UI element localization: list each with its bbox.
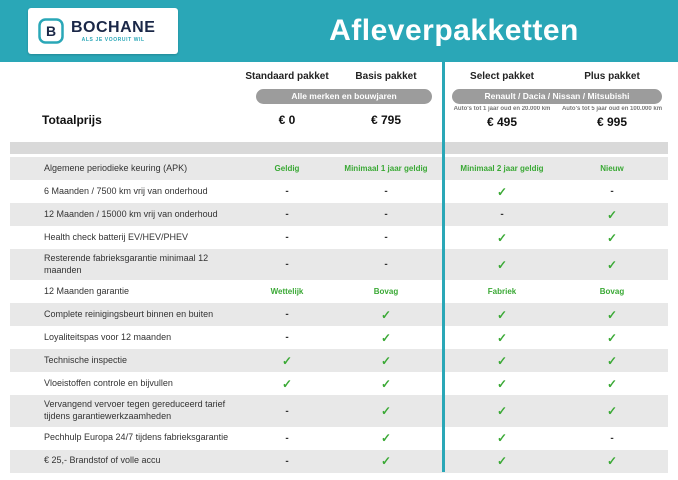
- dash-icon: -: [384, 232, 388, 243]
- column-header-basis: Basis pakket: [355, 71, 417, 82]
- check-icon: ✓: [380, 330, 392, 345]
- check-icon: ✓: [606, 353, 618, 368]
- check-icon: ✓: [606, 454, 618, 469]
- check-icon: ✓: [606, 404, 618, 419]
- check-icon: ✓: [380, 431, 392, 446]
- dash-icon: -: [285, 405, 289, 417]
- check-icon: ✓: [380, 307, 392, 322]
- table-row: [10, 249, 668, 280]
- dash-icon: -: [610, 432, 614, 444]
- feature-value: Wettelijk: [270, 287, 304, 297]
- table-row: [10, 303, 668, 326]
- check-icon: ✓: [496, 184, 508, 199]
- dash-icon: -: [610, 186, 614, 197]
- check-icon: ✓: [496, 307, 508, 322]
- feature-label: Vervangend vervoer tegen gereduceerd tarief tijdens garantiewerkzaamheden: [44, 399, 226, 422]
- svg-text:B: B: [45, 23, 57, 39]
- check-icon: ✓: [496, 376, 508, 391]
- column-header-standaard: Standaard pakket: [245, 71, 329, 82]
- check-icon: ✓: [281, 376, 293, 391]
- table-row: [10, 203, 668, 226]
- total-price-label: Totaalprijs: [42, 113, 102, 127]
- check-icon: ✓: [496, 431, 508, 446]
- column-divider: [442, 62, 445, 472]
- table-row: [10, 326, 668, 349]
- feature-label: 12 Maanden / 15000 km vrij van onderhoud: [44, 208, 218, 219]
- feature-label: 6 Maanden / 7500 km vrij van onderhoud: [44, 185, 208, 196]
- logo: [28, 8, 178, 54]
- package-header: [0, 62, 678, 140]
- table-row: [10, 349, 668, 372]
- check-icon: ✓: [281, 353, 293, 368]
- feature-label: Pechhulp Europa 24/7 tijdens fabrieksgarantie: [44, 432, 229, 443]
- check-icon: ✓: [606, 330, 618, 345]
- dash-icon: -: [285, 259, 289, 271]
- table-row: [10, 395, 668, 426]
- price-basis: € 795: [370, 113, 402, 127]
- column-header-select: Select pakket: [470, 71, 534, 82]
- table-row: [10, 280, 668, 303]
- dash-icon: -: [384, 209, 388, 220]
- dash-icon: -: [285, 186, 289, 197]
- feature-value: Minimaal 1 jaar geldig: [344, 163, 428, 173]
- feature-label: Vloeistoffen controle en bijvullen: [44, 378, 173, 389]
- dash-icon: -: [285, 209, 289, 220]
- check-icon: ✓: [496, 230, 508, 245]
- column-header-plus: Plus pakket: [584, 71, 640, 82]
- feature-value: Minimaal 2 jaar geldig: [460, 163, 544, 173]
- dash-icon: -: [384, 259, 388, 271]
- check-icon: ✓: [380, 353, 392, 368]
- table-row: [10, 427, 668, 450]
- dash-icon: -: [384, 186, 388, 197]
- dash-icon: -: [500, 209, 504, 220]
- feature-label: Complete reinigingsbeurt binnen en buiten: [44, 309, 214, 320]
- check-icon: ✓: [380, 376, 392, 391]
- check-icon: ✓: [606, 230, 618, 245]
- group-badge-brands: Renault / Dacia / Nissan / Mitsubishi: [452, 89, 662, 104]
- check-icon: ✓: [606, 307, 618, 322]
- check-icon: ✓: [380, 404, 392, 419]
- price-select: € 495: [486, 115, 518, 129]
- dash-icon: -: [285, 332, 289, 344]
- check-icon: ✓: [606, 207, 618, 222]
- table-row: [10, 372, 668, 395]
- check-icon: ✓: [496, 330, 508, 345]
- feature-label: Health check batterij EV/HEV/PHEV: [44, 231, 189, 242]
- table-row: [10, 180, 668, 203]
- check-icon: ✓: [380, 454, 392, 469]
- feature-value: Bovag: [373, 287, 399, 297]
- dash-icon: -: [285, 309, 289, 321]
- logo-tagline: ALS JE VOORUIT WIL: [81, 36, 145, 43]
- check-icon: ✓: [496, 454, 508, 469]
- price-plus: € 995: [596, 115, 628, 129]
- price-note-plus: Auto's tot 5 jaar oud en 100.000 km: [561, 106, 663, 112]
- check-icon: ✓: [606, 376, 618, 391]
- price-note-select: Auto's tot 1 jaar oud en 20.000 km: [453, 106, 551, 112]
- page-title: Afleverpakketten: [329, 14, 579, 47]
- feature-value: Fabriek: [487, 287, 517, 297]
- feature-label: Resterende fabrieksgarantie minimaal 12 maanden: [44, 253, 209, 275]
- feature-label: Algemene periodieke keuring (APK): [44, 162, 188, 173]
- dash-icon: -: [285, 232, 289, 243]
- check-icon: ✓: [496, 404, 508, 419]
- feature-label: Technische inspectie: [44, 355, 128, 366]
- price-standaard: € 0: [278, 113, 296, 127]
- table-row: [10, 226, 668, 249]
- logo-text: [71, 20, 155, 43]
- check-icon: ✓: [606, 257, 618, 272]
- group-badge-all-brands: Alle merken en bouwjaren: [256, 89, 432, 104]
- check-icon: ✓: [496, 257, 508, 272]
- feature-value: Nieuw: [600, 163, 624, 173]
- feature-value: Bovag: [599, 287, 625, 297]
- table-row: [10, 450, 668, 473]
- feature-label: Loyaliteitspas voor 12 maanden: [44, 332, 172, 343]
- table-row: [10, 157, 668, 180]
- feature-label: € 25,- Brandstof of volle accu: [44, 455, 161, 466]
- feature-rows: [0, 157, 678, 473]
- bochane-logo-icon: [38, 18, 64, 44]
- check-icon: ✓: [496, 353, 508, 368]
- feature-label: 12 Maanden garantie: [44, 286, 130, 297]
- feature-value: Geldig: [274, 163, 300, 173]
- separator-band: [10, 142, 668, 154]
- dash-icon: -: [285, 455, 289, 467]
- logo-brand: BOCHANE: [71, 18, 156, 36]
- dash-icon: -: [285, 432, 289, 444]
- header: [0, 0, 678, 62]
